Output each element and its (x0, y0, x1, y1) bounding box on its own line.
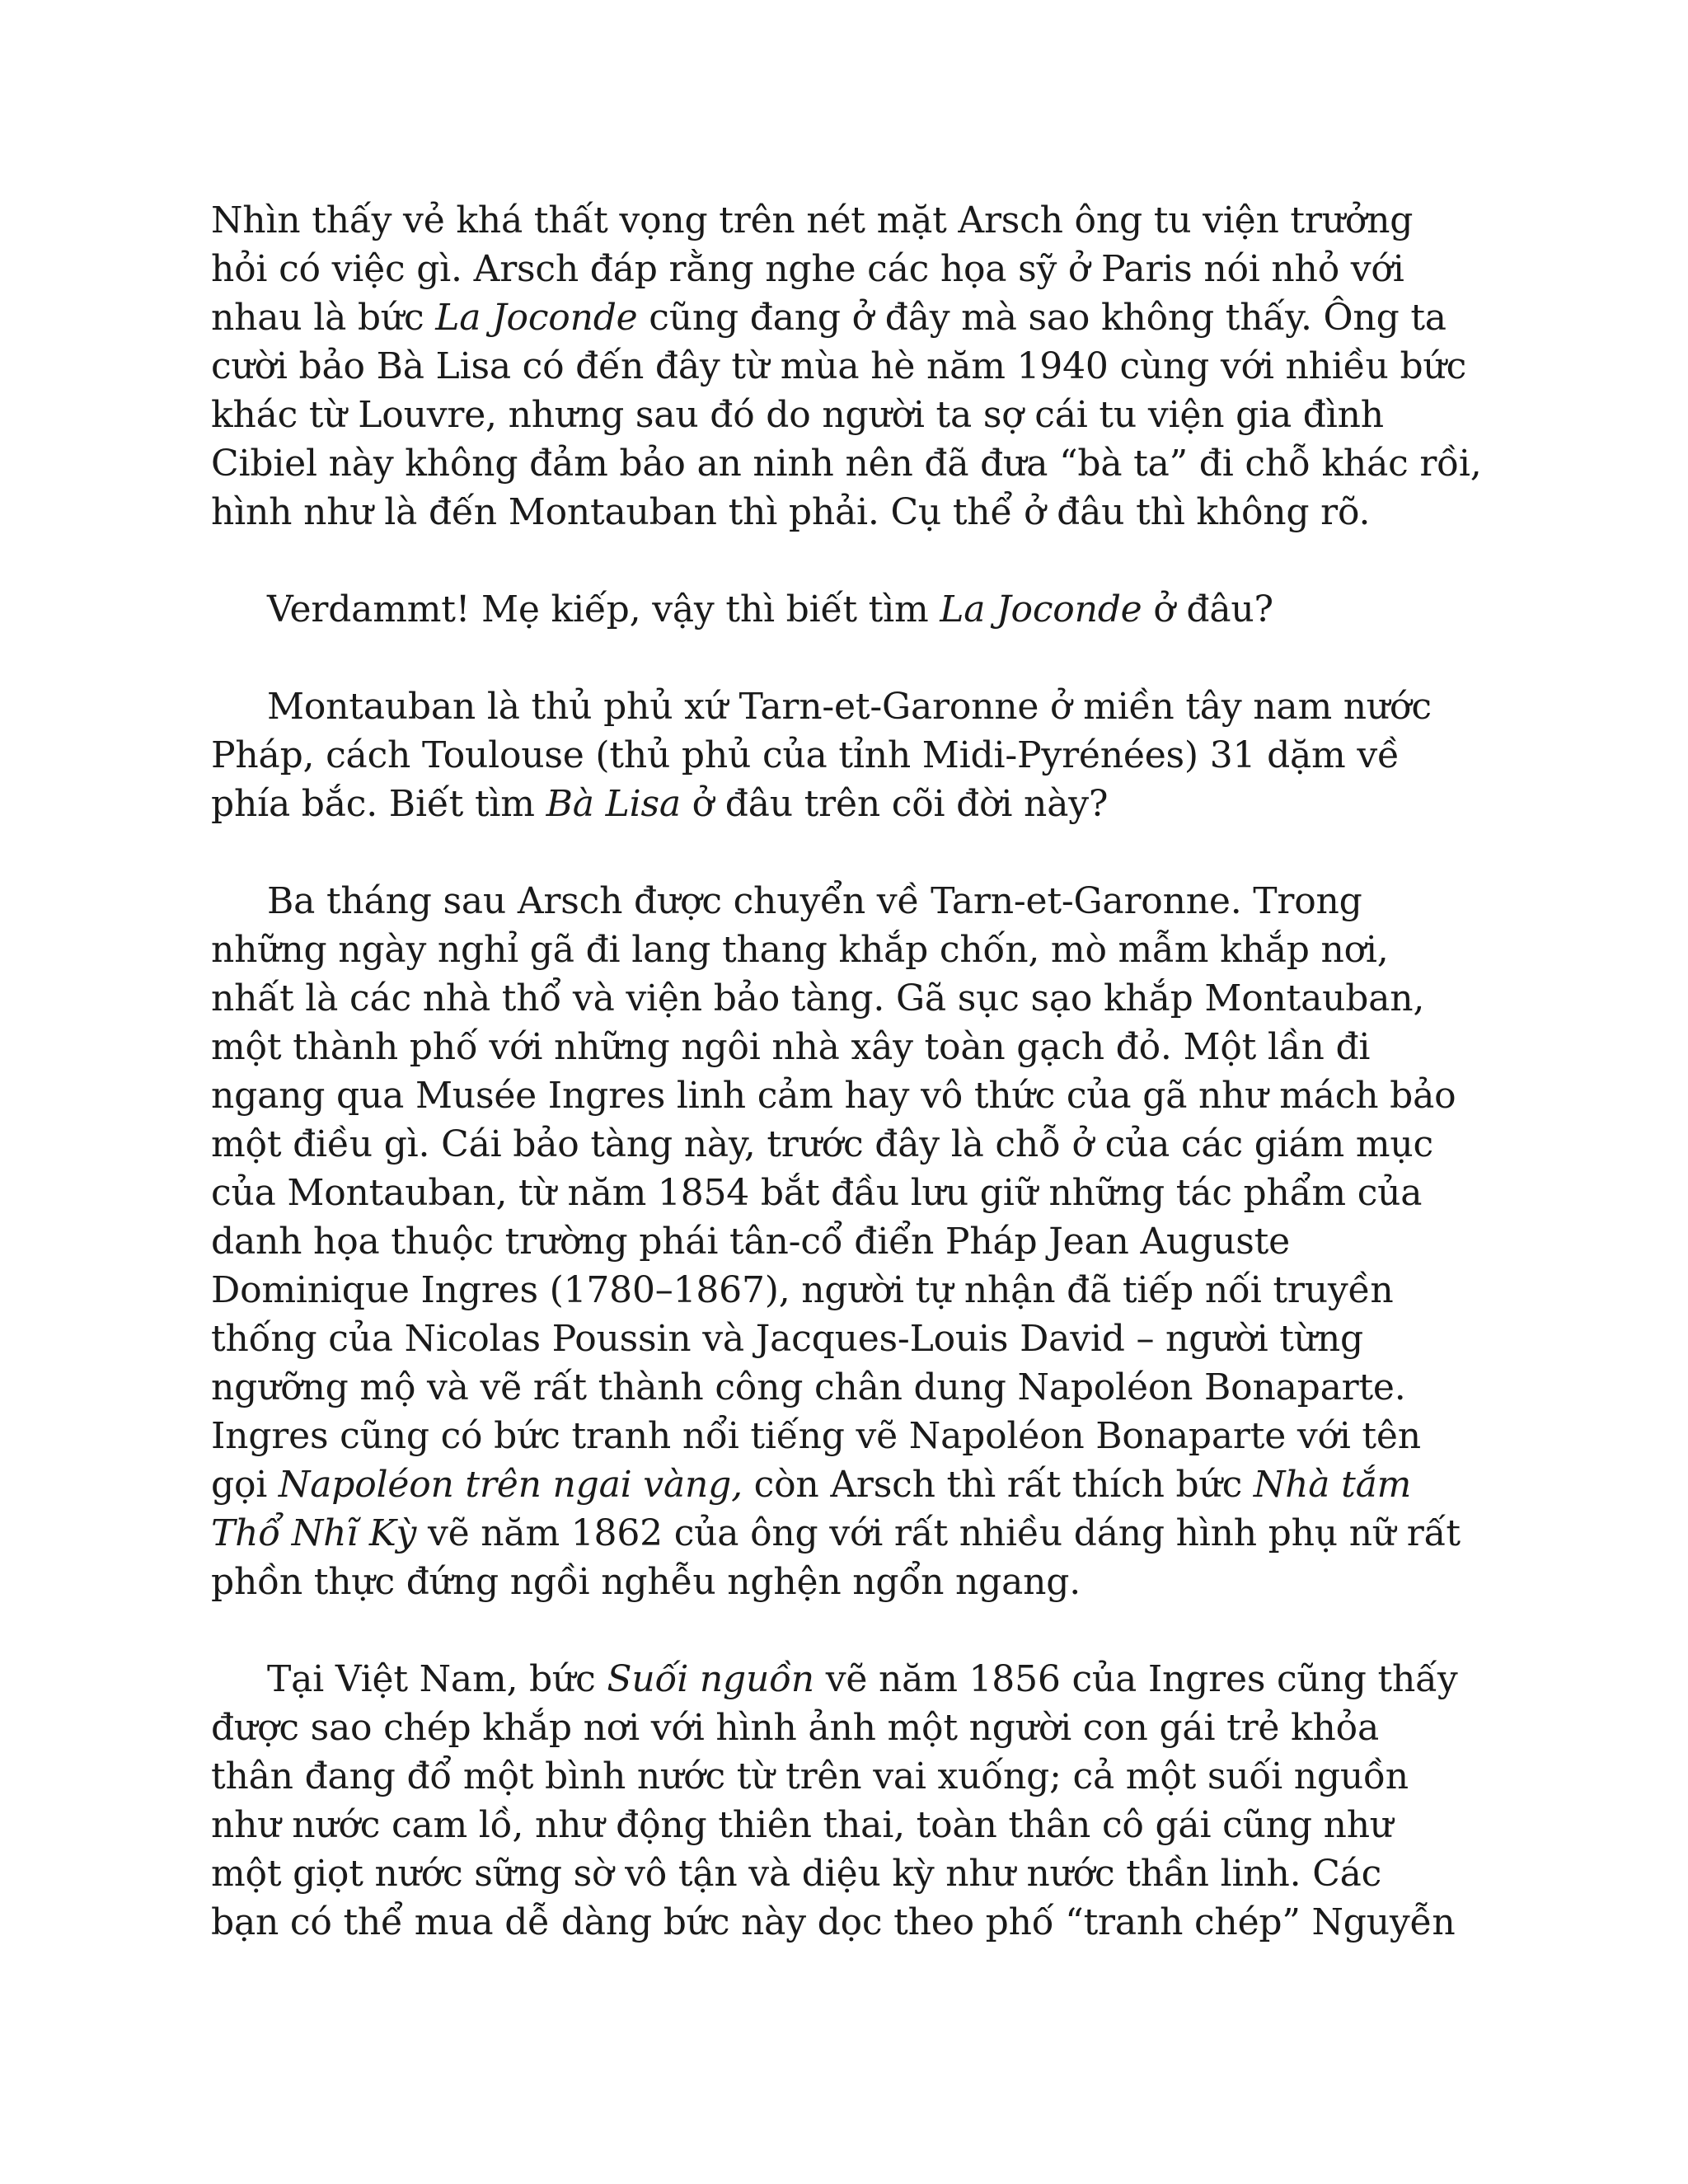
text-run: thống của Nicolas Poussin và Jacques-Louis David – người từng (211, 1318, 1363, 1360)
text-line (211, 585, 1497, 634)
text-run: danh họa thuộc trường phái tân-cổ điển Pháp Jean Auguste (211, 1221, 1290, 1263)
text-run: vẽ năm 1862 của ông với rất nhiều dáng hình phụ nữ rất (416, 1512, 1461, 1554)
text-run: một điều gì. Cái bảo tàng này, trước đây là chỗ ở của các giám mục (211, 1123, 1433, 1165)
text-run: ngang qua Musée Ingres linh cảm hay vô thức của gã như mách bảo (211, 1075, 1456, 1117)
body-text (211, 196, 1497, 1995)
text-run: vẽ năm 1856 của Ingres cũng thấy (814, 1658, 1458, 1700)
text-line (211, 1849, 1497, 1898)
text-line (211, 293, 1497, 342)
text-run: bạn có thể mua dễ dàng bức này dọc theo phố “tranh chép” Nguyễn (211, 1901, 1456, 1943)
italic-text: Napoléon trên ngai vàng, (278, 1464, 743, 1506)
text-run: cũng đang ở đây mà sao không thấy. Ông ta (637, 297, 1447, 339)
text-line (211, 1266, 1497, 1315)
text-run: nhau là bức (211, 297, 436, 339)
paragraph (211, 682, 1497, 828)
italic-text: La Joconde (435, 297, 638, 339)
text-line (211, 1169, 1497, 1217)
text-run: như nước cam lồ, như động thiên thai, toàn thân cô gái cũng như (211, 1804, 1394, 1846)
text-run: Ba tháng sau Arsch được chuyển về Tarn-et-Garonne. Trong (267, 880, 1362, 922)
text-line (211, 1363, 1497, 1412)
text-line (211, 682, 1497, 731)
text-line (211, 488, 1497, 537)
text-run: ở đâu? (1142, 588, 1273, 630)
text-run: một giọt nước sững sờ vô tận và diệu kỳ như nước thần linh. Các (211, 1853, 1382, 1895)
text-run: khác từ Louvre, nhưng sau đó do người ta sợ cái tu viện gia đình (211, 394, 1384, 436)
paragraph (211, 1655, 1497, 1947)
text-line (211, 342, 1497, 391)
italic-text: Nhà tắm (1253, 1464, 1412, 1506)
text-run: Ingres cũng có bức tranh nổi tiếng vẽ Napoléon Bonaparte với tên (211, 1415, 1421, 1457)
text-line (211, 1558, 1497, 1606)
text-run: một thành phố với những ngôi nhà xây toàn gạch đỏ. Một lần đi (211, 1026, 1371, 1068)
text-line (211, 1412, 1497, 1460)
text-run: Montauban là thủ phủ xứ Tarn-et-Garonne ở miền tây nam nước (267, 686, 1432, 728)
text-run: Cibiel này không đảm bảo an ninh nên đã đưa “bà ta” đi chỗ khác rồi, (211, 443, 1482, 485)
text-run: ở đâu trên cõi đời này? (680, 783, 1109, 825)
text-run: thân đang đổ một bình nước từ trên vai xuống; cả một suối nguồn (211, 1755, 1409, 1797)
text-line (211, 974, 1497, 1023)
text-run: còn Arsch thì rất thích bức (742, 1464, 1254, 1506)
text-line (211, 196, 1497, 245)
text-line (211, 1460, 1497, 1509)
paragraph (211, 196, 1497, 537)
text-line (211, 1315, 1497, 1363)
paragraph (211, 877, 1497, 1606)
text-line (211, 1655, 1497, 1704)
text-run: hỏi có việc gì. Arsch đáp rằng nghe các họa sỹ ở Paris nói nhỏ với (211, 248, 1404, 290)
text-line (211, 1217, 1497, 1266)
text-run: Tại Việt Nam, bức (267, 1658, 607, 1700)
text-run: ngưỡng mộ và vẽ rất thành công chân dung Napoléon Bonaparte. (211, 1366, 1406, 1408)
text-run: của Montauban, từ năm 1854 bắt đầu lưu giữ những tác phẩm của (211, 1172, 1423, 1214)
paragraph (211, 585, 1497, 634)
text-run: phồn thực đứng ngồi nghễu nghện ngổn ngang. (211, 1561, 1081, 1603)
text-run: được sao chép khắp nơi với hình ảnh một người con gái trẻ khỏa (211, 1707, 1379, 1749)
text-line (211, 877, 1497, 926)
text-run: Verdammt! Mẹ kiếp, vậy thì biết tìm (267, 588, 940, 630)
text-line (211, 245, 1497, 293)
text-run: cười bảo Bà Lisa có đến đây từ mùa hè năm 1940 cùng với nhiều bức (211, 345, 1467, 387)
text-line (211, 780, 1497, 828)
text-line (211, 1023, 1497, 1071)
text-run: Dominique Ingres (1780–1867), người tự nhận đã tiếp nối truyền (211, 1269, 1394, 1311)
text-run: Pháp, cách Toulouse (thủ phủ của tỉnh Midi-Pyrénées) 31 dặm về (211, 734, 1400, 776)
text-run: gọi (211, 1464, 279, 1506)
text-run: phía bắc. Biết tìm (211, 783, 546, 825)
text-line (211, 731, 1497, 780)
text-line (211, 926, 1497, 974)
italic-text: Suối nguồn (607, 1658, 814, 1700)
text-run: nhất là các nhà thổ và viện bảo tàng. Gã sục sạo khắp Montauban, (211, 977, 1425, 1019)
italic-text: La Joconde (940, 588, 1142, 630)
text-line (211, 439, 1497, 488)
text-line (211, 1120, 1497, 1169)
text-line (211, 1071, 1497, 1120)
italic-text: Thổ Nhĩ Kỳ (211, 1512, 417, 1554)
text-line (211, 1509, 1497, 1558)
italic-text: Bà Lisa (546, 783, 681, 825)
text-run: hình như là đến Montauban thì phải. Cụ thể ở đâu thì không rõ. (211, 491, 1371, 533)
text-line (211, 1704, 1497, 1752)
text-line (211, 1898, 1497, 1947)
text-run: những ngày nghỉ gã đi lang thang khắp chốn, mò mẫm khắp nơi, (211, 929, 1389, 971)
text-line (211, 391, 1497, 439)
text-run: Nhìn thấy vẻ khá thất vọng trên nét mặt Arsch ông tu viện trưởng (211, 199, 1414, 241)
text-line (211, 1752, 1497, 1801)
text-line (211, 1801, 1497, 1849)
